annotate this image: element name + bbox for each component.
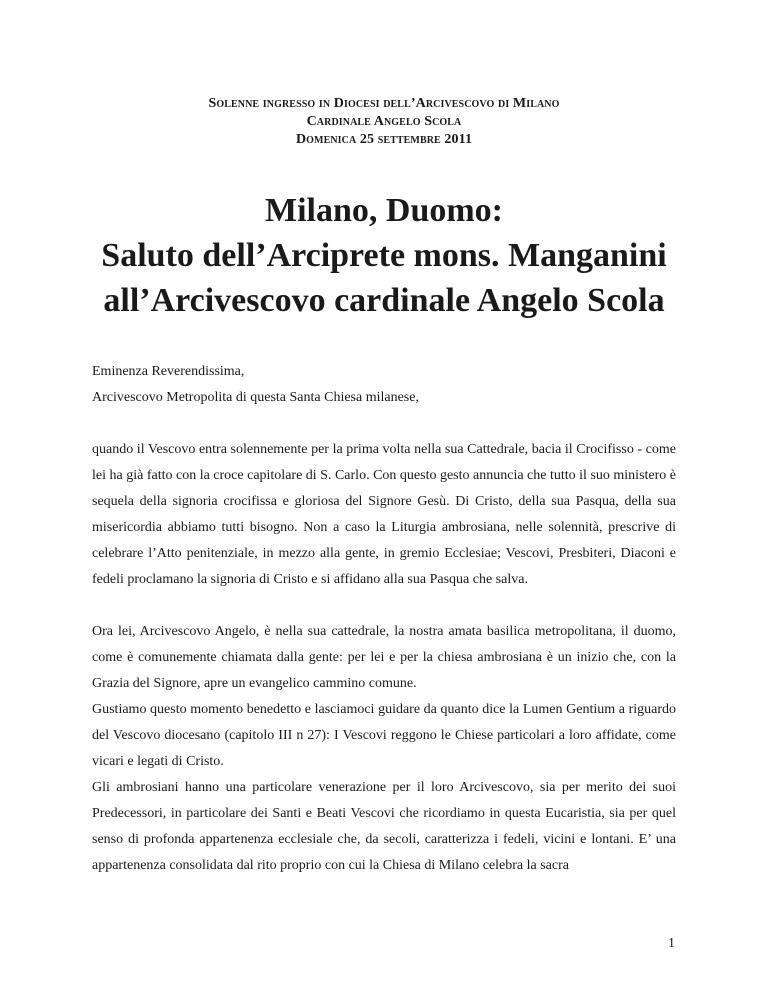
page-number: 1 <box>668 936 675 951</box>
document-title <box>0 188 768 323</box>
salutation-line-2: Arcivescovo Metropolita di questa Santa Chiesa milanese, <box>92 390 419 405</box>
paragraph-2: Ora lei, Arcivescovo Angelo, è nella sua cattedrale, la nostra amata basilica metropolitana, il duomo, come è comunemente chiamata dalla gente: per lei e per la chiesa ambrosiana è un inizio che, con la Grazia del Signore, apre un evangelico cammino comune. <box>92 624 676 691</box>
paragraph-4: Gli ambrosiani hanno una particolare venerazione per il loro Arcivescovo, sia per merito dei suoi Predecessori, in particolare dei Santi e Beati Vescovi che ricordiamo in questa Eucaristia, sia per quel senso di profonda appartenenza ecclesiale che, da secoli, caratterizza i fedeli, vicini e lontani. E’ una appartenenza consolidata dal rito proprio con cui la Chiesa di Milano celebra la sacra <box>92 780 676 873</box>
document-header <box>0 95 768 149</box>
document-body <box>92 359 676 879</box>
header-line-event: Solenne ingresso in Diocesi dell’Arcivescovo di Milano <box>208 96 560 111</box>
paragraph-3: Gustiamo questo momento benedetto e lasciamoci guidare da quanto dice la Lumen Gentium a riguardo del Vescovo diocesano (capitolo III n 27): I Vescovi reggono le Chiese particolari a loro affidate, come vicari e legati di Cristo. <box>92 702 676 769</box>
salutation-line-1: Eminenza Reverendissima, <box>92 364 245 379</box>
salutation <box>92 359 676 411</box>
header-line-date: Domenica 25 settembre 2011 <box>295 132 473 147</box>
header-line-cardinal: Cardinale Angelo Scola <box>306 114 462 129</box>
paragraph-1: quando il Vescovo entra solennemente per la prima volta nella sua Cattedrale, bacia il Crocifisso - come lei ha già fatto con la croce capitolare di S. Carlo. Con questo gesto annuncia che tutto il suo ministero è sequela della signoria crocifissa e gloriosa del Signore Gesù. Di Cristo, della sua Pasqua, della sua misericordia abbiamo tutti bisogno. Non a caso la Liturgia ambrosiana, nelle solennità, prescrive di celebrare l’Atto penitenziale, in mezzo alla gente, in gremio Ecclesiae; Vescovi, Presbiteri, Diaconi e fedeli proclamano la signoria di Cristo e si affidano alla sua Pasqua che salva. <box>92 442 676 587</box>
title-line-1: Milano, Duomo: <box>265 192 503 229</box>
title-line-2: Saluto dell’Arciprete mons. Manganini <box>101 237 667 274</box>
title-line-3: all’Arcivescovo cardinale Angelo Scola <box>103 282 665 319</box>
